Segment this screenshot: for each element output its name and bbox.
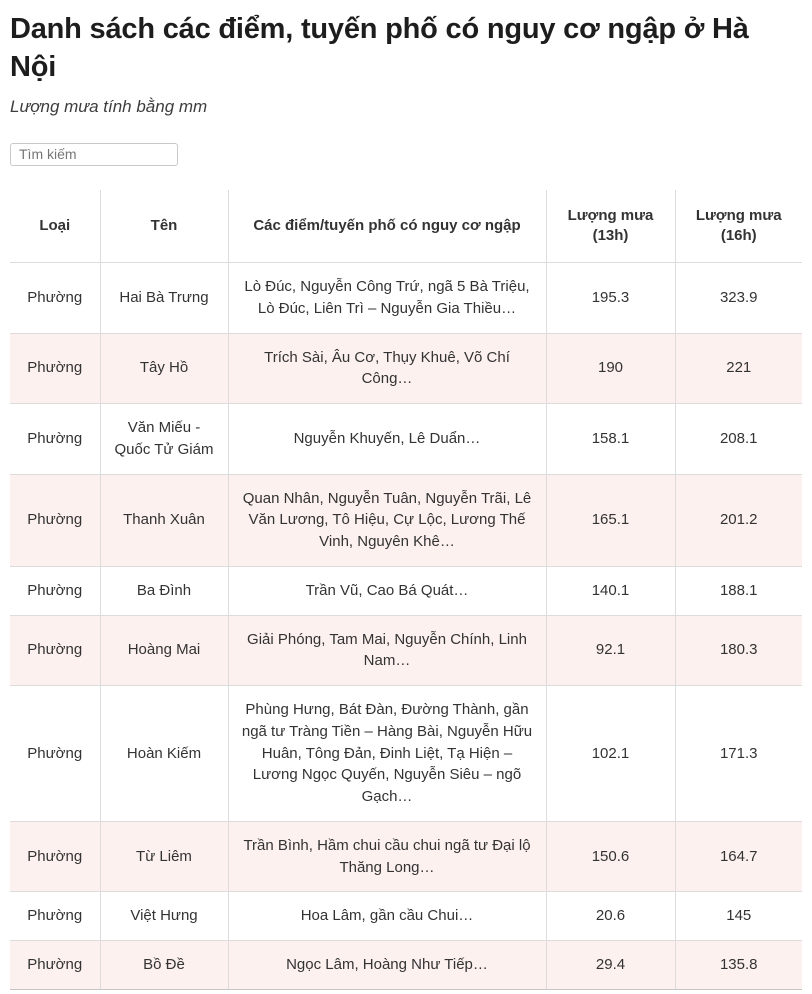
cell-rain-13h: 102.1 bbox=[546, 686, 675, 822]
cell-loai: Phường bbox=[10, 615, 100, 686]
cell-ten: Việt Hưng bbox=[100, 892, 228, 941]
cell-streets: Quan Nhân, Nguyễn Tuân, Nguyễn Trãi, Lê Văn Lương, Tô Hiệu, Cự Lộc, Lương Thế Vinh, Nguyên Khê… bbox=[228, 474, 546, 566]
cell-rain-13h: 20.6 bbox=[546, 892, 675, 941]
cell-rain-13h: 195.3 bbox=[546, 263, 675, 334]
cell-streets: Nguyễn Khuyến, Lê Duẩn… bbox=[228, 404, 546, 475]
cell-loai: Phường bbox=[10, 474, 100, 566]
cell-streets: Lò Đúc, Nguyễn Công Trứ, ngã 5 Bà Triệu, Lò Đúc, Liên Trì – Nguyễn Gia Thiều… bbox=[228, 263, 546, 334]
cell-rain-13h: 158.1 bbox=[546, 404, 675, 475]
cell-rain-16h: 208.1 bbox=[675, 404, 802, 475]
cell-rain-16h: 164.7 bbox=[675, 821, 802, 892]
cell-loai: Phường bbox=[10, 686, 100, 822]
cell-loai: Phường bbox=[10, 333, 100, 404]
table-row bbox=[10, 686, 802, 822]
subtitle: Lượng mưa tính bằng mm bbox=[10, 96, 208, 116]
cell-ten: Hoàng Mai bbox=[100, 615, 228, 686]
cell-loai: Phường bbox=[10, 892, 100, 941]
cell-ten: Thanh Xuân bbox=[100, 474, 228, 566]
cell-loai: Phường bbox=[10, 821, 100, 892]
cell-rain-16h: 323.9 bbox=[675, 263, 802, 334]
cell-ten: Hai Bà Trưng bbox=[100, 263, 228, 334]
search-input[interactable] bbox=[10, 143, 178, 166]
cell-streets: Trần Bình, Hầm chui cầu chui ngã tư Đại lộ Thăng Long… bbox=[228, 821, 546, 892]
table-row bbox=[10, 404, 802, 475]
column-header-rain-16h[interactable]: Lượng mưa (16h) bbox=[675, 190, 802, 263]
flood-risk-table bbox=[10, 190, 802, 990]
cell-loai: Phường bbox=[10, 263, 100, 334]
cell-loai: Phường bbox=[10, 566, 100, 615]
table-row bbox=[10, 615, 802, 686]
table-row bbox=[10, 892, 802, 941]
table-row bbox=[10, 941, 802, 990]
table-row bbox=[10, 474, 802, 566]
cell-rain-13h: 92.1 bbox=[546, 615, 675, 686]
cell-rain-16h: 135.8 bbox=[675, 941, 802, 990]
cell-streets: Giải Phóng, Tam Mai, Nguyễn Chính, Linh Nam… bbox=[228, 615, 546, 686]
column-header-ten[interactable]: Tên bbox=[100, 190, 228, 263]
cell-rain-16h: 171.3 bbox=[675, 686, 802, 822]
cell-streets: Hoa Lâm, gần cầu Chui… bbox=[228, 892, 546, 941]
cell-rain-13h: 140.1 bbox=[546, 566, 675, 615]
cell-rain-16h: 145 bbox=[675, 892, 802, 941]
column-header-rain-13h[interactable]: Lượng mưa (13h) bbox=[546, 190, 675, 263]
cell-ten: Bồ Đề bbox=[100, 941, 228, 990]
table-row bbox=[10, 263, 802, 334]
cell-rain-16h: 201.2 bbox=[675, 474, 802, 566]
cell-ten: Hoàn Kiếm bbox=[100, 686, 228, 822]
cell-rain-16h: 180.3 bbox=[675, 615, 802, 686]
cell-rain-16h: 221 bbox=[675, 333, 802, 404]
cell-ten: Ba Đình bbox=[100, 566, 228, 615]
cell-streets: Ngọc Lâm, Hoàng Như Tiếp… bbox=[228, 941, 546, 990]
page-title: Danh sách các điểm, tuyến phố có nguy cơ ngập ở Hà Nội bbox=[10, 13, 749, 84]
cell-rain-13h: 150.6 bbox=[546, 821, 675, 892]
cell-streets: Trần Vũ, Cao Bá Quát… bbox=[228, 566, 546, 615]
cell-loai: Phường bbox=[10, 404, 100, 475]
table-header-row bbox=[10, 190, 802, 263]
cell-loai: Phường bbox=[10, 941, 100, 990]
cell-streets: Phùng Hưng, Bát Đàn, Đường Thành, gần ngã tư Tràng Tiền – Hàng Bài, Nguyễn Hữu Huân, Tông Đản, Đinh Liệt, Tạ Hiện – Lương Ngọc Quyến, Nguyễn Siêu – ngõ Gạch… bbox=[228, 686, 546, 822]
table-row bbox=[10, 333, 802, 404]
cell-rain-16h: 188.1 bbox=[675, 566, 802, 615]
cell-ten: Tây Hồ bbox=[100, 333, 228, 404]
column-header-loai[interactable]: Loại bbox=[10, 190, 100, 263]
cell-ten: Văn Miếu - Quốc Tử Giám bbox=[100, 404, 228, 475]
table-row bbox=[10, 566, 802, 615]
table-row bbox=[10, 821, 802, 892]
cell-streets: Trích Sài, Âu Cơ, Thụy Khuê, Võ Chí Công… bbox=[228, 333, 546, 404]
column-header-streets[interactable]: Các điểm/tuyến phố có nguy cơ ngập bbox=[228, 190, 546, 263]
cell-rain-13h: 190 bbox=[546, 333, 675, 404]
cell-rain-13h: 165.1 bbox=[546, 474, 675, 566]
cell-ten: Từ Liêm bbox=[100, 821, 228, 892]
cell-rain-13h: 29.4 bbox=[546, 941, 675, 990]
